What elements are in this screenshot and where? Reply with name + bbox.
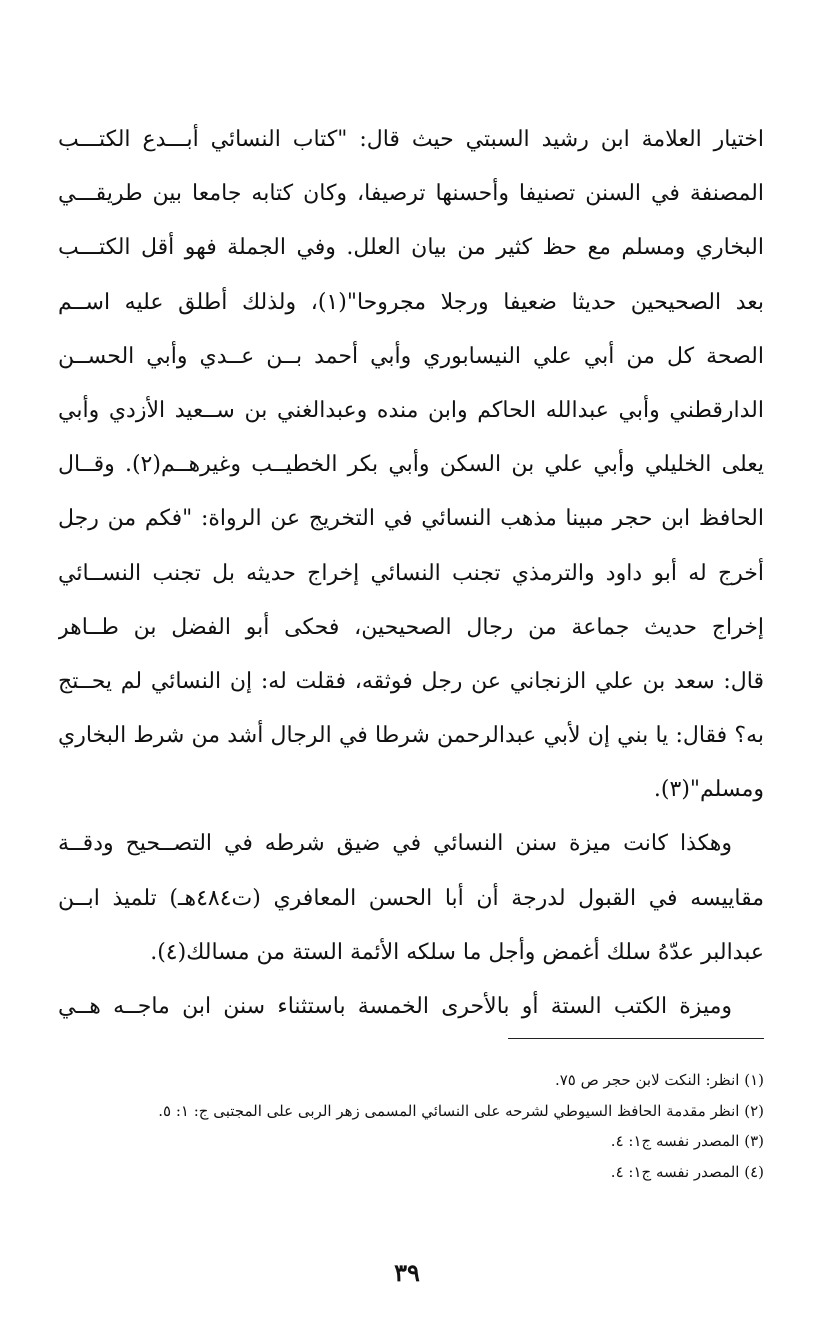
footnotes: [58, 1065, 764, 1187]
text-line: به؟ فقال: يا بني إن لأبي عبدالرحمن شرطا في الرجال أشد من شرط البخاري: [58, 723, 764, 749]
text-line: البخاري ومسلم مع حظ كثير من بيان العلل. وفي الجملة فهو أقل الكتـــب: [58, 235, 764, 261]
footnote: (٤) المصدر نفسه ج١: ٤.: [610, 1162, 764, 1181]
page-number: ٣٩: [394, 1258, 420, 1287]
footnote: (٢) انظر مقدمة الحافظ السيوطي لشرحه على النسائي المسمى زهر الربى على المجتبى ج: ١: ٥.: [158, 1101, 764, 1120]
text-line: وميزة الكتب الستة أو بالأحرى الخمسة باستثناء سنن ابن ماجــه هــي: [58, 994, 732, 1019]
text-line: إخراج حديث جماعة من رجال الصحيحين، فحكى أبو الفضل بن طــاهر: [58, 614, 764, 640]
text-line: بعد الصحيحين حديثا ضعيفا ورجلا مجروحا"(١)، ولذلك أطلق عليه اســم: [58, 289, 764, 315]
text-line: أخرج له أبو داود والترمذي تجنب النسائي إخراج حديثه بل تجنب النســائي: [58, 560, 764, 586]
text-line: الدارقطني وأبي عبدالله الحاكم وابن منده وعبدالغني بن ســعيد الأزدي وأبي: [58, 397, 764, 423]
footnote-separator: [508, 1038, 764, 1039]
text-line: قال: سعد بن علي الزنجاني عن رجل فوثقه، فقلت له: إن النسائي لم يحــتج: [58, 668, 764, 694]
text-line: وهكذا كانت ميزة سنن النسائي في ضيق شرطه في التصــحيح ودقــة: [58, 831, 732, 857]
text-line: اختيار العلامة ابن رشيد السبتي حيث قال: "كتاب النسائي أبـــدع الكتـــب: [58, 127, 764, 152]
footnote: (٣) المصدر نفسه ج١: ٤.: [610, 1132, 764, 1150]
text-line: يعلى الخليلي وأبي علي بن السكن وأبي بكر الخطيــب وغيرهــم(٢). وقــال: [58, 452, 764, 478]
text-line: الحافظ ابن حجر مبينا مذهب النسائي في التخريج عن الرواة: "فكم من رجل: [58, 506, 764, 532]
text-line: الصحة كل من أبي علي النيسابوري وأبي أحمد بــن عــدي وأبي الحســن: [58, 343, 764, 369]
text-line: المصنفة في السنن تصنيفا وأحسنها ترصيفا، وكان كتابه جامعا بين طريقـــي: [58, 181, 764, 207]
text-line: ومسلم"(٣).: [653, 777, 764, 803]
text-line: عبدالبر عدّهُ سلك أغمض وأجل ما سلكه الأئمة الستة من مسالك(٤).: [150, 939, 764, 965]
footnote: (١) انظر: النكت لابن حجر ص ٧٥.: [554, 1071, 764, 1089]
main-text: [58, 113, 764, 1034]
text-line: مقاييسه في القبول لدرجة أن أبا الحسن المعافري (ت٤٨٤هـ) تلميذ ابــن: [58, 885, 764, 911]
